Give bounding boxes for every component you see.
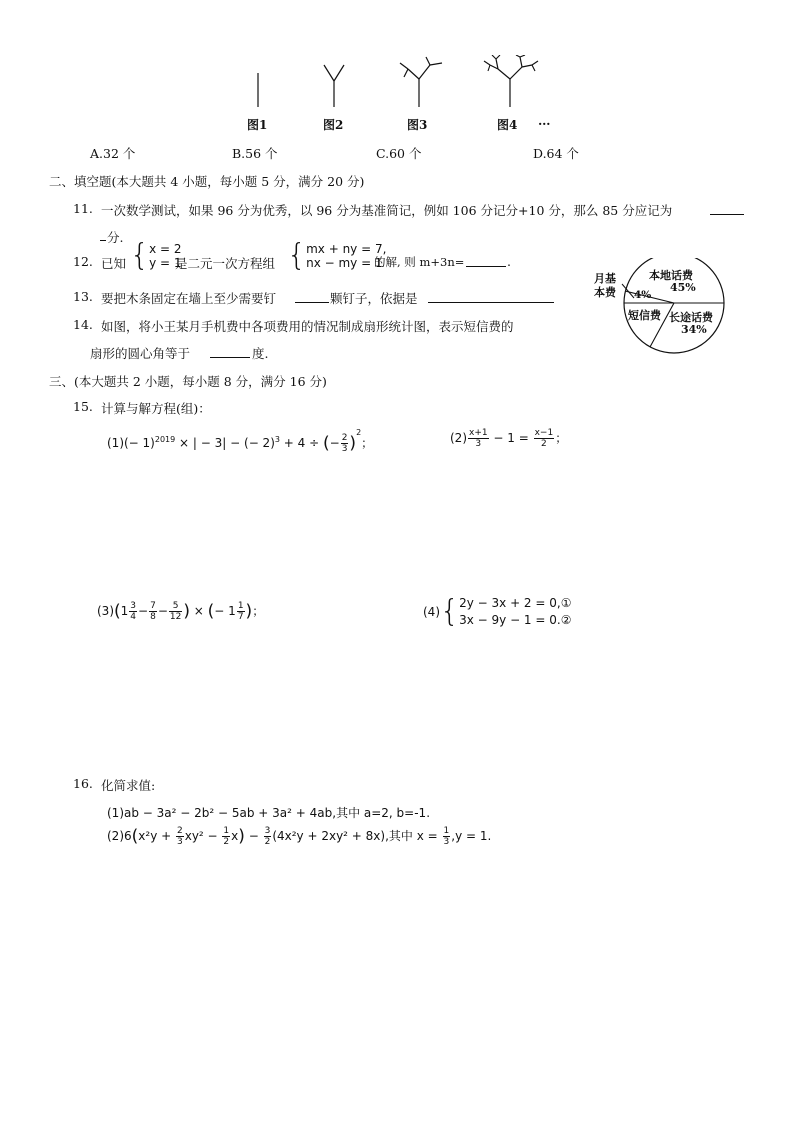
q14-blank: [210, 357, 250, 358]
pie-base-label-2: 本费: [594, 286, 616, 299]
q12-middle: 是二元一次方程组: [175, 256, 276, 271]
figure-label-2: 图2: [323, 118, 344, 132]
q15-part-3: (3)(1 $\frac{3}{4}$ − $\frac{7}{8}$ − $\frac{5}{12}$ ) × (− 1 $\frac{1}{7}$ )；: [97, 601, 265, 622]
q14-line1: 如图，将小王某月手机费中各项费用的情况制成扇形统计图，表示短信费的: [101, 319, 514, 334]
pie-base-pct: 4%: [634, 289, 652, 301]
q11-text: 一次数学测试，如果 96 分为优秀，以 96 分为基准简记，例如 106 分记分+10 分，那么 85 分应记为: [101, 203, 673, 218]
option-a: A.32 个: [90, 146, 136, 161]
q14-number: 14.: [73, 317, 93, 332]
q14-unit: 度.: [252, 346, 269, 361]
figure-label-3: 图3: [407, 118, 428, 132]
q15-title: 计算与解方程(组)：: [101, 401, 211, 416]
pie-local-pct: 45%: [670, 281, 696, 294]
q15-number: 15.: [73, 399, 93, 414]
q12-number: 12.: [73, 254, 93, 269]
q15-part-4: (4){ 2y − 3x + 2 = 0,① 3x − 9y − 1 = 0.②: [423, 594, 572, 629]
tree-figures: [230, 55, 560, 115]
figure-label-4: 图4: [497, 118, 518, 132]
q16-part-1: (1)ab − 3a² − 2b² − 5ab + 3a² + 4ab,其中 a=2, b=-1.: [107, 806, 431, 820]
figure-ellipsis: …: [538, 113, 551, 128]
q13-blank-1: [295, 302, 329, 303]
q16-title: 化简求值:: [101, 778, 156, 793]
q13-middle: 颗钉子，依据是: [330, 291, 418, 306]
option-b: B.56 个: [232, 146, 278, 161]
q13-blank-2: [428, 302, 554, 303]
q13-number: 13.: [73, 289, 93, 304]
q12-end: .: [507, 254, 511, 269]
section-2-heading: 二、填空题(本大题共 4 小题，每小题 5 分，满分 20 分): [49, 174, 365, 189]
q16-number: 16.: [73, 776, 93, 791]
q12-lead: 已知: [101, 256, 127, 271]
q11-blank: [710, 214, 744, 215]
figure-label-1: 图1: [247, 118, 268, 132]
q14-line2: 扇形的圆心角等于: [90, 346, 191, 361]
pie-long-pct: 34%: [681, 323, 707, 336]
q12-equation-system: { mx + ny = 7, nx − my = 1: [287, 238, 387, 273]
q15-part-2: (2) $\frac{x+1}{3}$ − 1 = $\frac{x-1}{2}$ ；: [450, 428, 568, 449]
q12-blank: [466, 266, 506, 267]
q11-number: 11.: [73, 201, 93, 216]
option-c: C.60 个: [376, 146, 422, 161]
pie-local-label: 本地话费: [649, 269, 693, 282]
q12-tail: 的解, 则 m+3n=: [374, 255, 465, 269]
q11-blank-cont: [100, 240, 106, 241]
pie-long-label: 长途话费: [669, 311, 713, 324]
q15-part-1: $(1)(- 1)^{2019}$ × | − 3| − (− 2)$^3$ + 4 ÷ (− $\frac{2}{3}$ )$^2$；: [107, 428, 374, 454]
pie-base-label-1: 月基: [594, 272, 616, 285]
q11-continuation: 分.: [107, 230, 124, 245]
q13-text: 要把木条固定在墙上至少需要钉: [101, 291, 277, 306]
q16-part-2: (2)6(x²y + $\frac{2}{3}$ xy² − $\frac{1}{2}$ x) − $\frac{3}{2}$ (4x²y + 2xy² + 8x),其中 x = $\frac{1}{3}$ ,y = 1.: [107, 826, 492, 847]
option-d: D.64 个: [533, 146, 579, 161]
pie-sms-label: 短信费: [628, 309, 661, 322]
q12-solution-system: { x = 2 y = 1: [130, 238, 182, 273]
section-3-heading: 三、(本大题共 2 小题，每小题 8 分，满分 16 分): [49, 374, 327, 389]
